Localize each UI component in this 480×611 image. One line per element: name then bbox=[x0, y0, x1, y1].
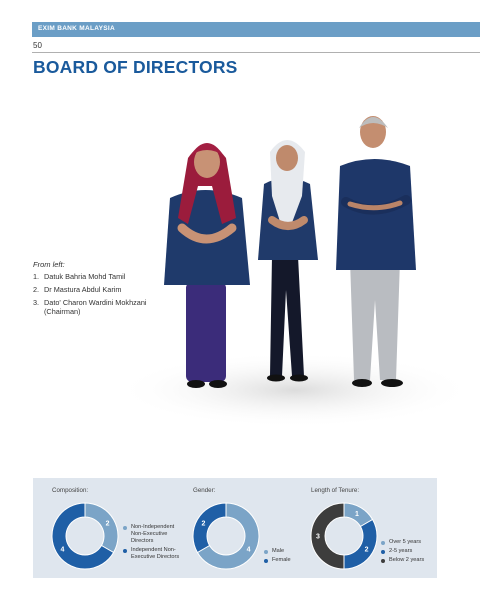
legend-label: Independent Non-Executive Directors bbox=[131, 547, 180, 560]
tenure-label: Length of Tenure: bbox=[311, 487, 360, 494]
donut-slice bbox=[344, 520, 377, 570]
donut-value-label: 4 bbox=[60, 546, 65, 554]
composition-donut bbox=[49, 500, 121, 572]
gender-donut bbox=[190, 500, 262, 572]
director-number: 2. bbox=[33, 285, 40, 294]
header-rule bbox=[32, 52, 480, 53]
legend-item bbox=[381, 548, 437, 555]
director-number: 1. bbox=[33, 272, 40, 281]
tenure-donut bbox=[308, 500, 380, 572]
gender-label: Gender: bbox=[193, 487, 216, 494]
header-band bbox=[32, 22, 480, 37]
legend-item bbox=[123, 547, 187, 561]
legend-item bbox=[381, 539, 437, 546]
legend-item bbox=[264, 557, 314, 564]
legend-swatch bbox=[264, 550, 268, 554]
legend-label: Over 5 years bbox=[389, 539, 422, 545]
legend-label: Female bbox=[272, 557, 291, 563]
donut-value-label: 3 bbox=[316, 533, 320, 541]
page-title: BOARD OF DIRECTORS bbox=[33, 57, 238, 77]
director-figure-2 bbox=[258, 140, 318, 382]
donut-value-label: 2 bbox=[364, 546, 369, 554]
composition-legend bbox=[123, 524, 187, 563]
board-statistics-panel bbox=[33, 478, 437, 578]
legend-label: Male bbox=[272, 548, 285, 554]
director-number: 3. bbox=[33, 298, 40, 307]
legend-label: Non-Independent Non-Executive Directors bbox=[131, 524, 175, 544]
donut-value-label: 1 bbox=[355, 510, 359, 518]
legend-swatch bbox=[381, 541, 385, 545]
composition-label: Composition: bbox=[52, 487, 89, 494]
legend-label: Below 2 years bbox=[389, 557, 425, 563]
legend-swatch bbox=[381, 550, 385, 554]
legend-swatch bbox=[123, 549, 127, 553]
caption-from-left: From left: bbox=[33, 260, 65, 269]
director-figure-3 bbox=[336, 116, 416, 387]
legend-swatch bbox=[381, 559, 385, 563]
tenure-legend bbox=[381, 539, 437, 566]
bank-name: EXIM BANK MALAYSIA bbox=[38, 25, 116, 32]
legend-swatch bbox=[264, 559, 268, 563]
legend-label: 2-5 years bbox=[389, 548, 413, 554]
director-figure-1 bbox=[164, 143, 250, 388]
director-name: Dr Mastura Abdul Karim bbox=[44, 285, 122, 294]
donut-value-label: 4 bbox=[246, 546, 251, 554]
legend-item bbox=[264, 548, 314, 555]
board-group-photo bbox=[100, 100, 480, 430]
legend-item bbox=[381, 557, 437, 564]
director-name: Datuk Bahria Mohd Tamil bbox=[44, 272, 126, 281]
donut-slice bbox=[193, 503, 226, 553]
page-number: 50 bbox=[33, 41, 42, 50]
gender-legend bbox=[264, 548, 314, 566]
donut-value-label: 2 bbox=[105, 520, 110, 528]
director-name: Dato' Charon Wardini Mokhzani (Chairman) bbox=[44, 298, 147, 316]
legend-item bbox=[123, 524, 187, 545]
legend-swatch bbox=[123, 526, 127, 530]
donut-value-label: 2 bbox=[201, 520, 206, 528]
